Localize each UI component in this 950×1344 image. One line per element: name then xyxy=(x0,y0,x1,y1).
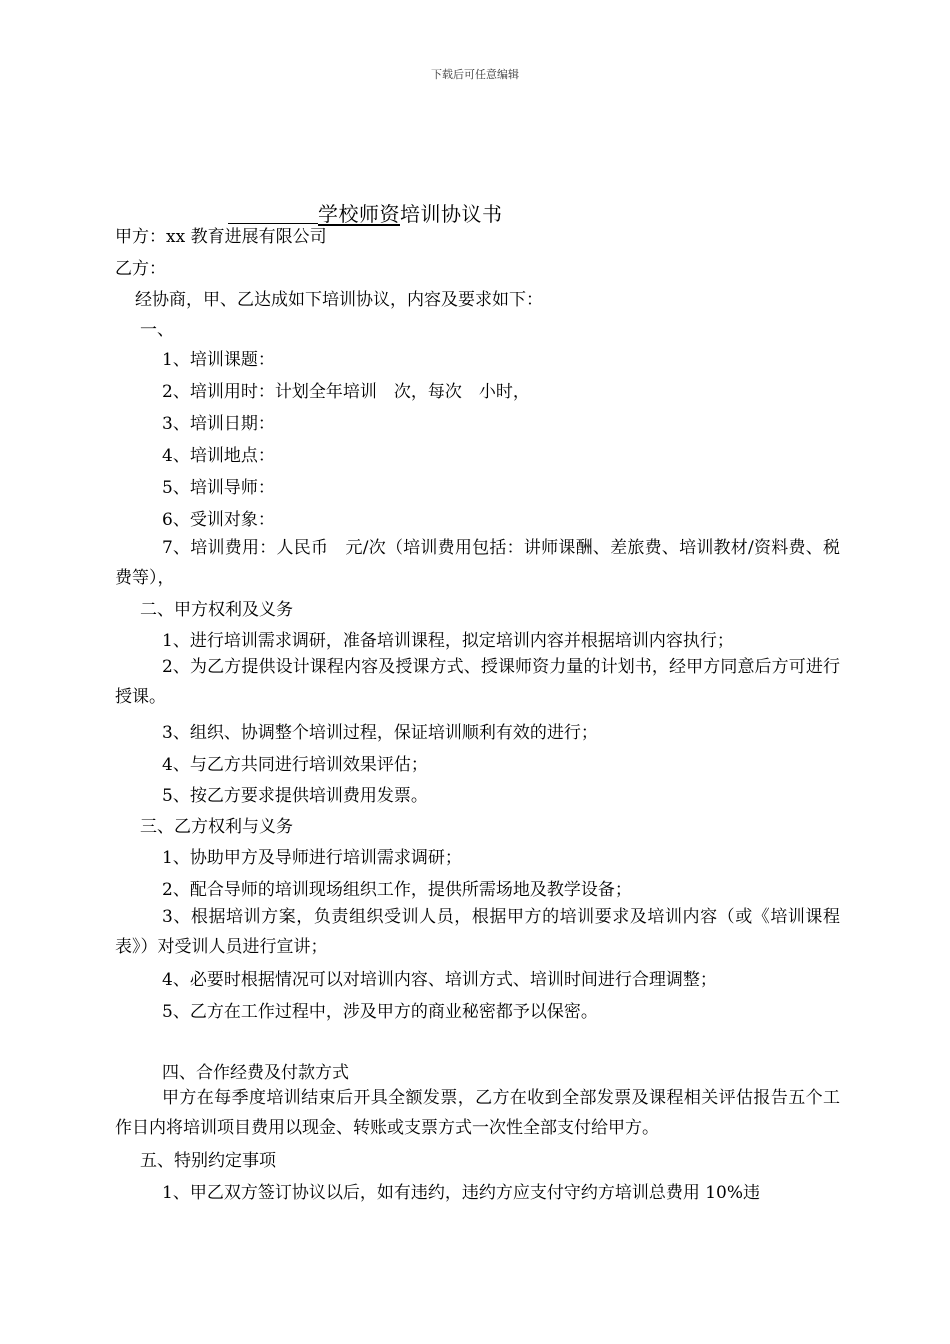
sec2-heading: 二、甲方权利及义务 xyxy=(140,600,293,620)
sec2-item: 2、为乙方提供设计课程内容及授课方式、授课师资力量的计划书，经甲方同意后方可进行授课。 xyxy=(115,657,840,707)
sec1-item: 2、培训用时：计划全年培训 次，每次 小时， xyxy=(162,382,530,402)
sec3-item: 4、必要时根据情况可以对培训内容、培训方式、培训时间进行合理调整； xyxy=(162,970,717,990)
title-blank-underline xyxy=(228,203,318,224)
sec4-heading: 四、合作经费及付款方式 xyxy=(162,1063,349,1083)
sec3-item: 3、根据培训方案，负责组织受训人员，根据甲方的培训要求及培训内容（或《培训课程表》）对受训人员进行宣讲； xyxy=(115,907,840,957)
sec3-heading: 三、乙方权利与义务 xyxy=(140,817,293,837)
title-rest: 培训协议书 xyxy=(400,202,503,226)
sec2-item: 4、与乙方共同进行培训效果评估； xyxy=(162,755,428,775)
header-note: 下载后可任意编辑 xyxy=(431,68,519,81)
sec1-item: 3、培训日期： xyxy=(162,414,275,434)
sec1-item: 7、培训费用：人民币 元/次（培训费用包括：讲师课酬、差旅费、培训教材/资料费、税费等）， xyxy=(115,538,840,588)
intro: 经协商，甲、乙达成如下培训协议，内容及要求如下： xyxy=(135,290,543,310)
party-a: 甲方：xx 教育进展有限公司 xyxy=(115,227,327,247)
sec1-item: 1、培训课题： xyxy=(162,350,275,370)
sec5-item: 1、甲乙双方签订协议以后，如有违约，违约方应支付守约方培训总费用 10%违 xyxy=(162,1183,761,1203)
sec2-item: 3、组织、协调整个培训过程，保证培训顺利有效的进行； xyxy=(162,723,598,743)
sec1-item: 5、培训导师： xyxy=(162,478,275,498)
sec5-heading: 五、特别约定事项 xyxy=(140,1151,276,1171)
sec4-text: 甲方在每季度培训结束后开具全额发票，乙方在收到全部发票及课程相关评估报告五个工作日内将培训项目费用以现金、转账或支票方式一次性全部支付给甲方。 xyxy=(115,1088,840,1138)
sec1-item: 6、受训对象： xyxy=(162,510,275,530)
sec3-item: 5、乙方在工作过程中，涉及甲方的商业秘密都予以保密。 xyxy=(162,1002,598,1022)
sec1-heading: 一、 xyxy=(140,320,174,340)
sec1-item: 4、培训地点： xyxy=(162,446,275,466)
party-b: 乙方： xyxy=(115,259,166,279)
sec3-item: 1、协助甲方及导师进行培训需求调研； xyxy=(162,848,462,868)
sec3-item: 2、配合导师的培训现场组织工作，提供所需场地及教学设备； xyxy=(162,880,632,900)
sec2-item: 1、进行培训需求调研，准备培训课程，拟定培训内容并根据培训内容执行； xyxy=(162,631,734,651)
title-underlined-part: 学校师资 xyxy=(318,202,400,226)
sec2-item: 5、按乙方要求提供培训费用发票。 xyxy=(162,786,428,806)
